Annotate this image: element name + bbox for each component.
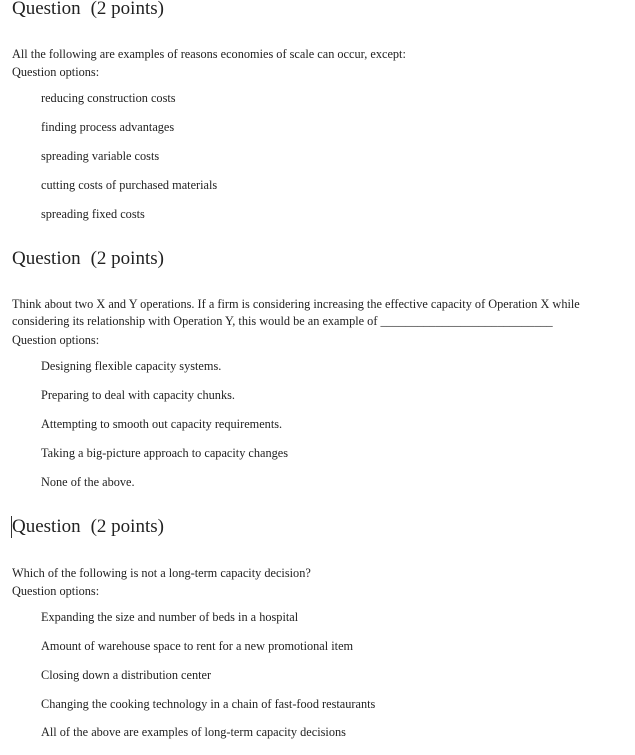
answer-option[interactable]: Changing the cooking technology in a chain of fast-food restaurants: [41, 697, 376, 711]
answer-option[interactable]: Designing flexible capacity systems.: [41, 359, 222, 373]
answer-option[interactable]: cutting costs of purchased materials: [41, 178, 218, 192]
answer-option[interactable]: Amount of warehouse space to rent for a new promotional item: [41, 639, 354, 653]
answer-option[interactable]: Taking a big-picture approach to capacity changes: [41, 446, 289, 460]
question-points: (2 points): [90, 0, 164, 19]
question-options-label: Question options:: [12, 65, 100, 79]
question-points: (2 points): [90, 248, 164, 269]
question-title: [12, 248, 164, 270]
answer-option[interactable]: Expanding the size and number of beds in a hospital: [41, 610, 299, 624]
question-prompt: Think about two X and Y operations. If a firm is considering increasing the effective capacity of Operation X while considering its relationship with Operation Y, this would be an example of ____________________________: [12, 297, 580, 328]
question-prompt: All the following are examples of reasons economies of scale can occur, except:: [12, 47, 406, 61]
answer-option[interactable]: spreading fixed costs: [41, 207, 145, 221]
question-options-label: Question options:: [12, 333, 100, 347]
question-title-label: Question: [12, 248, 81, 269]
answer-option[interactable]: None of the above.: [41, 475, 135, 489]
answer-option[interactable]: Preparing to deal with capacity chunks.: [41, 388, 235, 402]
answer-option[interactable]: reducing construction costs: [41, 91, 176, 105]
question-title-label: Question: [12, 0, 81, 19]
answer-option[interactable]: All of the above are examples of long-term capacity decisions: [41, 725, 346, 739]
question-title: [12, 0, 164, 20]
question-options-label: Question options:: [12, 584, 100, 598]
question-prompt: Which of the following is not a long-term capacity decision?: [12, 566, 311, 580]
answer-option[interactable]: finding process advantages: [41, 120, 175, 134]
question-title-label: Question: [12, 516, 81, 537]
answer-option[interactable]: Attempting to smooth out capacity requirements.: [41, 417, 283, 431]
answer-option[interactable]: spreading variable costs: [41, 149, 160, 163]
question-title: [12, 516, 164, 538]
question-points: (2 points): [90, 516, 164, 537]
answer-option[interactable]: Closing down a distribution center: [41, 668, 212, 682]
